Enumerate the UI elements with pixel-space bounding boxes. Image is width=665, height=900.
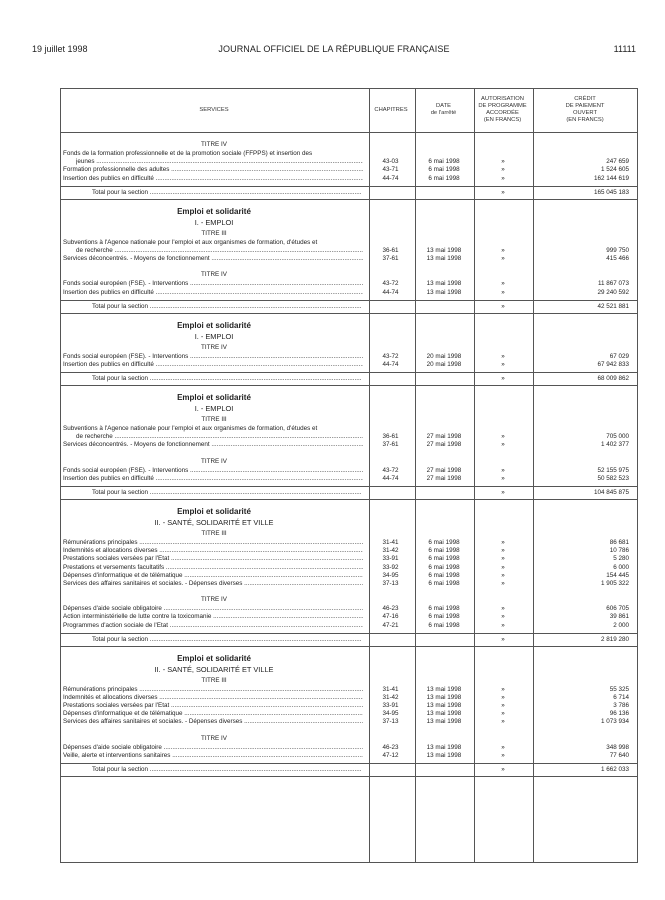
date-cell: 13 mai 1998	[426, 693, 462, 701]
autorisation-cell: »	[501, 613, 505, 621]
table-row	[60, 467, 638, 475]
autorisation-cell: »	[501, 710, 505, 718]
table-row	[60, 702, 638, 710]
chapitre-cell: 37-13	[382, 579, 399, 587]
credit-cell: 2 000	[613, 621, 629, 629]
table-row	[60, 361, 638, 369]
total-autorisation: »	[501, 489, 505, 496]
division-heading: II. - SANTÉ, SOLIDARITÉ ET VILLE	[154, 664, 274, 674]
service-label: Veille, alerte et interventions sanitaires .....	[63, 752, 363, 760]
credit-cell: 415 466	[606, 255, 629, 263]
total-autorisation: »	[501, 635, 505, 643]
credit-cell: 705 000	[606, 433, 629, 441]
total-credit: 42 521 881	[597, 302, 629, 310]
total-label: Total pour la section .....	[92, 187, 362, 198]
service-label: Fonds social européen (FSE). - Interventions .....	[63, 280, 363, 288]
autorisation-cell: »	[501, 605, 505, 613]
credit-cell: 10 786	[609, 547, 629, 555]
service-label-continued: de recherche .....	[76, 433, 363, 441]
autorisation-cell: »	[501, 466, 505, 474]
credit-cell: 67 942 833	[597, 360, 629, 368]
table-row	[60, 564, 638, 572]
credit-cell: 29 240 592	[597, 288, 629, 296]
total-autorisation: »	[501, 766, 505, 773]
credit-cell: 6 714	[613, 693, 629, 701]
chapitre-cell: 37-61	[382, 441, 399, 449]
autorisation-cell: »	[501, 539, 505, 546]
date-cell: 13 mai 1998	[426, 246, 462, 254]
chapitre-cell: 43-72	[382, 280, 399, 288]
table-row	[60, 710, 638, 718]
service-label: Dépenses d'informatique et de télématique .....	[63, 572, 363, 580]
chapitre-cell: 44-74	[382, 288, 399, 296]
autorisation-cell: »	[501, 352, 505, 360]
service-label-continued: jeunes .....	[76, 158, 363, 166]
table-row	[60, 613, 638, 621]
section-total-row	[60, 633, 638, 645]
titre-heading: TITRE IV	[201, 457, 227, 465]
titre-heading: TITRE IV	[201, 343, 227, 351]
credit-cell: 247 659	[606, 158, 629, 166]
date-cell: 6 mai 1998	[428, 166, 460, 174]
service-label: Action interministérielle de lutte contre la toxicomanie .....	[63, 613, 363, 621]
total-autorisation: »	[501, 375, 505, 383]
table-row	[60, 572, 638, 580]
titre-heading: TITRE IV	[201, 734, 227, 742]
chapitre-cell: 33-92	[382, 563, 399, 571]
autorisation-cell: »	[501, 288, 505, 296]
service-label: Prestations sociales versées par l'Etat .....	[63, 702, 363, 710]
date-cell: 6 mai 1998	[428, 571, 460, 579]
service-label: Prestations sociales versées par l'Etat .....	[63, 555, 363, 563]
table-row	[60, 239, 638, 247]
header-date: 19 juillet 1998	[32, 44, 88, 54]
table-row	[60, 175, 638, 183]
service-label: Subventions à l'Agence nationale pour l'emploi et aux organismes de formation, d'études et	[63, 238, 318, 246]
autorisation-cell: »	[501, 547, 505, 555]
titre-heading: TITRE III	[201, 229, 227, 237]
division-heading: I. - EMPLOI	[194, 331, 234, 341]
autorisation-cell: »	[501, 563, 505, 571]
service-label-continued: de recherche .....	[76, 247, 363, 255]
table-row	[60, 622, 638, 630]
service-label: Rémunérations principales .....	[63, 686, 363, 694]
service-label: Services déconcentrés. - Moyens de fonctionnement .....	[63, 441, 363, 449]
budget-section	[60, 647, 638, 777]
titre-heading: TITRE IV	[201, 596, 227, 604]
date-cell: 27 mai 1998	[426, 441, 462, 449]
autorisation-cell: »	[501, 174, 505, 182]
ministry-heading: Emploi et solidarité	[177, 653, 251, 663]
service-label: Services des affaires sanitaires et sociales. - Dépenses diverses .....	[63, 580, 363, 588]
autorisation-cell: »	[501, 246, 505, 254]
chapitre-cell: 46-23	[382, 605, 399, 613]
credit-cell: 1 073 934	[600, 718, 629, 726]
credit-cell: 50 582 523	[597, 474, 629, 482]
credit-cell: 52 155 975	[597, 466, 629, 474]
credit-cell: 39 861	[609, 613, 629, 621]
table-row	[60, 353, 638, 361]
autorisation-cell: »	[501, 743, 505, 751]
autorisation-cell: »	[501, 255, 505, 263]
service-label: Fonds de la formation professionnelle et de la promotion sociale (FFPPS) et insertion des	[63, 150, 313, 157]
chapitre-cell: 33-91	[382, 555, 399, 563]
total-label: Total pour la section .....	[92, 634, 362, 645]
autorisation-cell: »	[501, 158, 505, 166]
section-total-row	[60, 763, 638, 775]
table-row	[60, 158, 638, 166]
chapitre-cell: 31-42	[382, 693, 399, 701]
table-body	[60, 139, 638, 777]
autorisation-cell: »	[501, 702, 505, 710]
chapitre-cell: 31-42	[382, 547, 399, 555]
service-label: Insertion des publics en difficulté .....	[63, 289, 363, 297]
date-cell: 13 mai 1998	[426, 751, 462, 759]
total-credit: 68 009 862	[597, 375, 629, 383]
budget-section	[60, 500, 638, 647]
budget-section	[60, 139, 638, 200]
ministry-heading: Emploi et solidarité	[177, 206, 251, 216]
ministry-heading: Emploi et solidarité	[177, 393, 251, 403]
credit-cell: 11 867 073	[597, 280, 629, 288]
autorisation-cell: »	[501, 718, 505, 726]
ministry-heading: Emploi et solidarité	[177, 507, 251, 516]
chapitre-cell: 34-95	[382, 571, 399, 579]
date-cell: 6 mai 1998	[428, 563, 460, 571]
autorisation-cell: »	[501, 555, 505, 563]
service-label: Indemnités et allocations diverses .....	[63, 547, 363, 555]
autorisation-cell: »	[501, 571, 505, 579]
chapitre-cell: 47-21	[382, 621, 399, 629]
date-cell: 6 mai 1998	[428, 539, 460, 546]
table-row	[60, 744, 638, 752]
col-services: SERVICES	[199, 106, 229, 113]
date-cell: 13 mai 1998	[426, 718, 462, 726]
service-label: Services déconcentrés. - Moyens de fonctionnement .....	[63, 255, 363, 263]
table-row	[60, 247, 638, 255]
service-label: Formation professionnelle des adultes .....	[63, 166, 363, 174]
date-cell: 6 mai 1998	[428, 547, 460, 555]
service-label: Prestations et versements facultatifs .....	[63, 564, 363, 572]
chapitre-cell: 37-61	[382, 255, 399, 263]
chapitre-cell: 46-23	[382, 743, 399, 751]
autorisation-cell: »	[501, 693, 505, 701]
credit-cell: 1 905 322	[600, 579, 629, 587]
service-label: Rémunérations principales .....	[63, 539, 363, 547]
section-total-row	[60, 486, 638, 498]
titre-heading: TITRE III	[201, 676, 227, 684]
date-cell: 20 mai 1998	[426, 352, 462, 360]
date-cell: 20 mai 1998	[426, 360, 462, 368]
credit-cell: 154 445	[606, 571, 629, 579]
total-autorisation: »	[501, 302, 505, 310]
chapitre-cell: 43-03	[382, 158, 399, 166]
credit-cell: 1 402 377	[600, 441, 629, 449]
autorisation-cell: »	[501, 441, 505, 449]
chapitre-cell: 43-71	[382, 166, 399, 174]
col-autorisation: AUTORISATION DE PROGRAMME ACCORDÉE (EN FRANCS)	[478, 96, 527, 123]
total-label: Total pour la section .....	[92, 487, 362, 498]
date-cell: 27 mai 1998	[426, 433, 462, 441]
titre-heading: TITRE IV	[201, 141, 227, 148]
credit-cell: 55 325	[609, 685, 629, 693]
date-cell: 13 mai 1998	[426, 288, 462, 296]
credit-cell: 77 640	[609, 751, 629, 759]
table-row	[60, 694, 638, 702]
service-label: Insertion des publics en difficulté .....	[63, 475, 363, 483]
service-label: Dépenses d'informatique et de télématique .....	[63, 710, 363, 718]
section-total-row	[60, 300, 638, 312]
ministry-heading: Emploi et solidarité	[177, 320, 251, 330]
section-divider	[60, 776, 638, 777]
service-label: Programmes d'action sociale de l'Etat .....	[63, 622, 363, 630]
titre-heading: TITRE III	[201, 416, 227, 424]
table-row	[60, 580, 638, 588]
autorisation-cell: »	[501, 751, 505, 759]
budget-section	[60, 314, 638, 386]
total-label: Total pour la section .....	[92, 373, 362, 384]
date-cell: 13 mai 1998	[426, 255, 462, 263]
chapitre-cell: 47-16	[382, 613, 399, 621]
date-cell: 6 mai 1998	[428, 613, 460, 621]
service-label: Insertion des publics en difficulté .....	[63, 175, 363, 183]
date-cell: 13 mai 1998	[426, 280, 462, 288]
date-cell: 6 mai 1998	[428, 158, 460, 166]
section-total-row	[60, 186, 638, 198]
budget-section	[60, 386, 638, 500]
date-cell: 6 mai 1998	[428, 605, 460, 613]
table-row	[60, 166, 638, 174]
date-cell: 6 mai 1998	[428, 174, 460, 182]
table-row	[60, 539, 638, 547]
service-label: Indemnités et allocations diverses .....	[63, 694, 363, 702]
autorisation-cell: »	[501, 685, 505, 693]
total-credit: 1 662 033	[600, 766, 629, 773]
table-row	[60, 718, 638, 726]
table-row	[60, 255, 638, 263]
autorisation-cell: »	[501, 433, 505, 441]
credit-cell: 67 029	[609, 352, 629, 360]
table-row	[60, 605, 638, 613]
chapitre-cell: 34-95	[382, 710, 399, 718]
credit-cell: 348 998	[606, 743, 629, 751]
date-cell: 13 mai 1998	[426, 743, 462, 751]
table-row	[60, 475, 638, 483]
autorisation-cell: »	[501, 474, 505, 482]
section-total-row	[60, 372, 638, 384]
credit-cell: 162 144 619	[593, 174, 629, 182]
division-heading: I. - EMPLOI	[194, 217, 234, 227]
service-label: Insertion des publics en difficulté .....	[63, 361, 363, 369]
credit-cell: 5 280	[613, 555, 629, 563]
journal-title: JOURNAL OFFICIEL DE LA RÉPUBLIQUE FRANÇAISE	[218, 44, 450, 54]
page-number: 11111	[613, 44, 636, 54]
chapitre-cell: 33-91	[382, 702, 399, 710]
table-row	[60, 752, 638, 760]
credit-cell: 3 786	[613, 702, 629, 710]
table-row	[60, 686, 638, 694]
table-row	[60, 289, 638, 297]
autorisation-cell: »	[501, 280, 505, 288]
total-label: Total pour la section .....	[92, 764, 362, 775]
chapitre-cell: 47-12	[382, 751, 399, 759]
autorisation-cell: »	[501, 579, 505, 587]
titre-heading: TITRE IV	[201, 271, 227, 279]
table-row	[60, 555, 638, 563]
date-cell: 6 mai 1998	[428, 621, 460, 629]
credit-cell: 6 000	[613, 563, 629, 571]
credit-cell: 1 524 605	[600, 166, 629, 174]
autorisation-cell: »	[501, 166, 505, 174]
service-label: Fonds social européen (FSE). - Interventions .....	[63, 353, 363, 361]
division-heading: II. - SANTÉ, SOLIDARITÉ ET VILLE	[154, 518, 274, 527]
chapitre-cell: 37-13	[382, 718, 399, 726]
date-cell: 27 mai 1998	[426, 474, 462, 482]
service-label: Fonds social européen (FSE). - Interventions .....	[63, 467, 363, 475]
chapitre-cell: 44-74	[382, 474, 399, 482]
autorisation-cell: »	[501, 621, 505, 629]
credit-cell: 999 750	[606, 246, 629, 254]
budget-section	[60, 200, 638, 314]
page-header	[32, 44, 636, 58]
table-row	[60, 547, 638, 555]
total-credit: 165 045 183	[593, 188, 629, 196]
total-autorisation: »	[501, 188, 505, 196]
table-row	[60, 441, 638, 449]
col-credit: CRÉDIT DE PAIEMENT OUVERT (EN FRANCS)	[565, 96, 605, 123]
titre-heading: TITRE III	[201, 530, 227, 537]
total-credit: 2 819 280	[600, 635, 629, 643]
chapitre-cell: 31-41	[382, 685, 399, 693]
date-cell: 13 mai 1998	[426, 685, 462, 693]
total-credit: 104 845 875	[593, 489, 629, 496]
date-cell: 6 mai 1998	[428, 579, 460, 587]
credit-cell: 606 705	[606, 605, 629, 613]
service-label: Dépenses d'aide sociale obligatoire .....	[63, 605, 363, 613]
total-label: Total pour la section .....	[92, 301, 362, 312]
chapitre-cell: 43-72	[382, 466, 399, 474]
service-label: Subventions à l'Agence nationale pour l'emploi et aux organismes de formation, d'études et	[63, 425, 318, 433]
chapitre-cell: 36-61	[382, 433, 399, 441]
service-label: Services des affaires sanitaires et sociales. - Dépenses diverses .....	[63, 718, 363, 726]
table-row	[60, 433, 638, 441]
col-chapitres: CHAPITRES	[374, 106, 408, 113]
chapitre-cell: 43-72	[382, 352, 399, 360]
col-date: DATE de l'arrêté	[430, 103, 457, 116]
date-cell: 27 mai 1998	[426, 466, 462, 474]
service-label: Dépenses d'aide sociale obligatoire .....	[63, 744, 363, 752]
date-cell: 13 mai 1998	[426, 710, 462, 718]
chapitre-cell: 36-61	[382, 246, 399, 254]
table-row	[60, 280, 638, 288]
chapitre-cell: 44-74	[382, 360, 399, 368]
credit-cell: 96 136	[609, 710, 629, 718]
chapitre-cell: 31-41	[382, 539, 399, 546]
credit-cell: 86 681	[609, 539, 629, 546]
table-row	[60, 425, 638, 433]
chapitre-cell: 44-74	[382, 174, 399, 182]
table-row	[60, 150, 638, 158]
date-cell: 13 mai 1998	[426, 702, 462, 710]
date-cell: 6 mai 1998	[428, 555, 460, 563]
division-heading: I. - EMPLOI	[194, 404, 234, 414]
column-headers	[60, 88, 638, 132]
autorisation-cell: »	[501, 360, 505, 368]
